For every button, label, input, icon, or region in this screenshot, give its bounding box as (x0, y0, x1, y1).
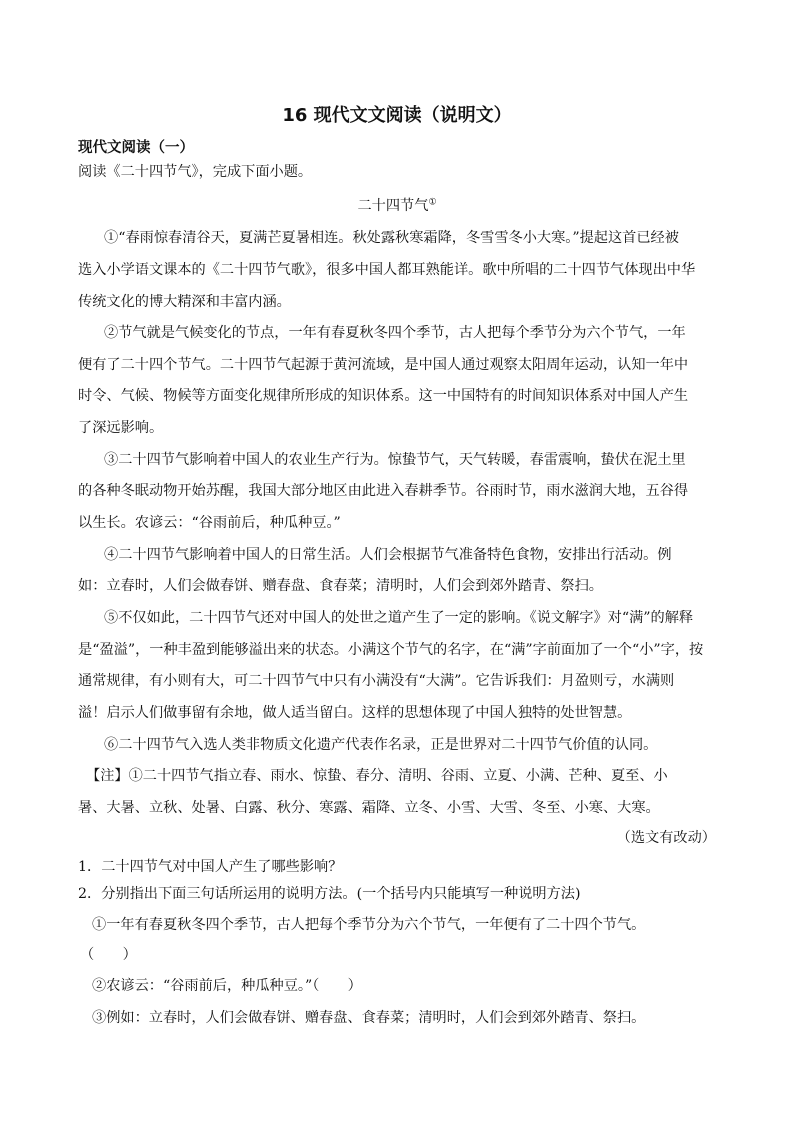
article-line: 通常规律，有小则有大，可二十四节气中只有小满没有“大满”。它告诉我们：月盈则亏，水满则 (78, 673, 675, 689)
question-2-item-1: ①一年有春夏秋冬四个季节，古人把每个季节分为六个节气，一年便有了二十四个节气。 (92, 917, 646, 933)
question-2-item-2: ②农谚云：“谷雨前后，种瓜种豆。”（ ） (92, 978, 362, 994)
article-line: 溢！启示人们做事留有余地，做人适当留白。这样的思想体现了中国人独特的处世智慧。 (78, 705, 632, 721)
article-line: ⑥二十四节气入选人类非物质文化遗产代表作名录，正是世界对二十四节气价值的认同。 (104, 737, 658, 753)
footnote-line: 暑、大暑、立秋、处暑、白露、秋分、寒露、霜降、立冬、小雪、大雪、冬至、小寒、大寒。 (78, 800, 660, 816)
page-title: 16 现代文文阅读（说明文） (282, 105, 512, 126)
article-line: 传统文化的博大精深和丰富内涵。 (78, 294, 291, 310)
question-1: 1．二十四节气对中国人产生了哪些影响？ (78, 859, 343, 875)
article-line: ⑤不仅如此，二十四节气还对中国人的处世之道产生了一定的影响。《说文解字》对“满”的解释 (104, 610, 694, 626)
article-line: 选入小学语文课本的《二十四节气歌》，很多中国人都耳熟能详。歌中所唱的二十四节气体现出中华 (78, 262, 696, 278)
article-line: 时令、气候、物候等方面变化规律所形成的知识体系。这一中国特有的时间知识体系对中国人产生 (78, 388, 689, 404)
footnote-line: 【注】①二十四节气指立春、雨水、惊蛰、春分、清明、谷雨、立夏、小满、芒种、夏至、小 (86, 768, 668, 784)
article-line: 的各种冬眠动物开始苏醒，我国大部分地区由此进入春耕季节。谷雨时节，雨水滋润大地，五谷得 (78, 483, 689, 499)
article-line: 如：立春时，人们会做春饼、赠春盘、食春菜；清明时，人们会到郊外踏青、祭扫。 (78, 578, 603, 594)
article-line: ②节气就是气候变化的节点，一年有春夏秋冬四个季节，古人把每个季节分为六个节气，一年 (104, 325, 686, 341)
article-title (0, 196, 794, 216)
section-heading: 现代文阅读（一） (78, 140, 194, 156)
instruction-text: 阅读《二十四节气》，完成下面小题。 (78, 164, 313, 180)
article-line: ④二十四节气影响着中国人的日常生活。人们会根据节气准备特色食物，安排出行活动。例 (104, 547, 672, 563)
footnote-marker: ① (428, 197, 437, 208)
article-line: 了深远影响。 (78, 420, 164, 436)
article-line: 便有了二十四个节气。二十四节气起源于黄河流域，是中国人通过观察太阳周年运动，认知一年中 (78, 357, 689, 373)
article-title-text: 二十四节气 (357, 198, 429, 214)
article-line: 以生长。农谚云：“谷雨前后，种瓜种豆。” (78, 515, 341, 531)
question-2-item-3: ③例如：立春时，人们会做春饼、赠春盘、食春菜；清明时，人们会到郊外踏青、祭扫。 (92, 1010, 646, 1026)
question-2: 2．分别指出下面三句话所运用的说明方法。(一个括号内只能填写一种说明方法) (78, 886, 581, 902)
article-line: ③二十四节气影响着中国人的农业生产行为。惊蛰节气，天气转暖，春雷震响，蛰伏在泥土里 (104, 452, 686, 468)
article-line: 是“盈溢”，一种丰盈到能够溢出来的状态。小满这个节气的名字，在“满”字前面加了一个“小”字，按 (78, 642, 704, 658)
answer-blank: （ ） (80, 947, 137, 963)
source-note: （选文有改动） (616, 830, 716, 846)
article-line: ①“春雨惊春清谷天，夏满芒夏暑相连。秋处露秋寒霜降，冬雪雪冬小大寒。”提起这首已经被 (104, 230, 679, 246)
